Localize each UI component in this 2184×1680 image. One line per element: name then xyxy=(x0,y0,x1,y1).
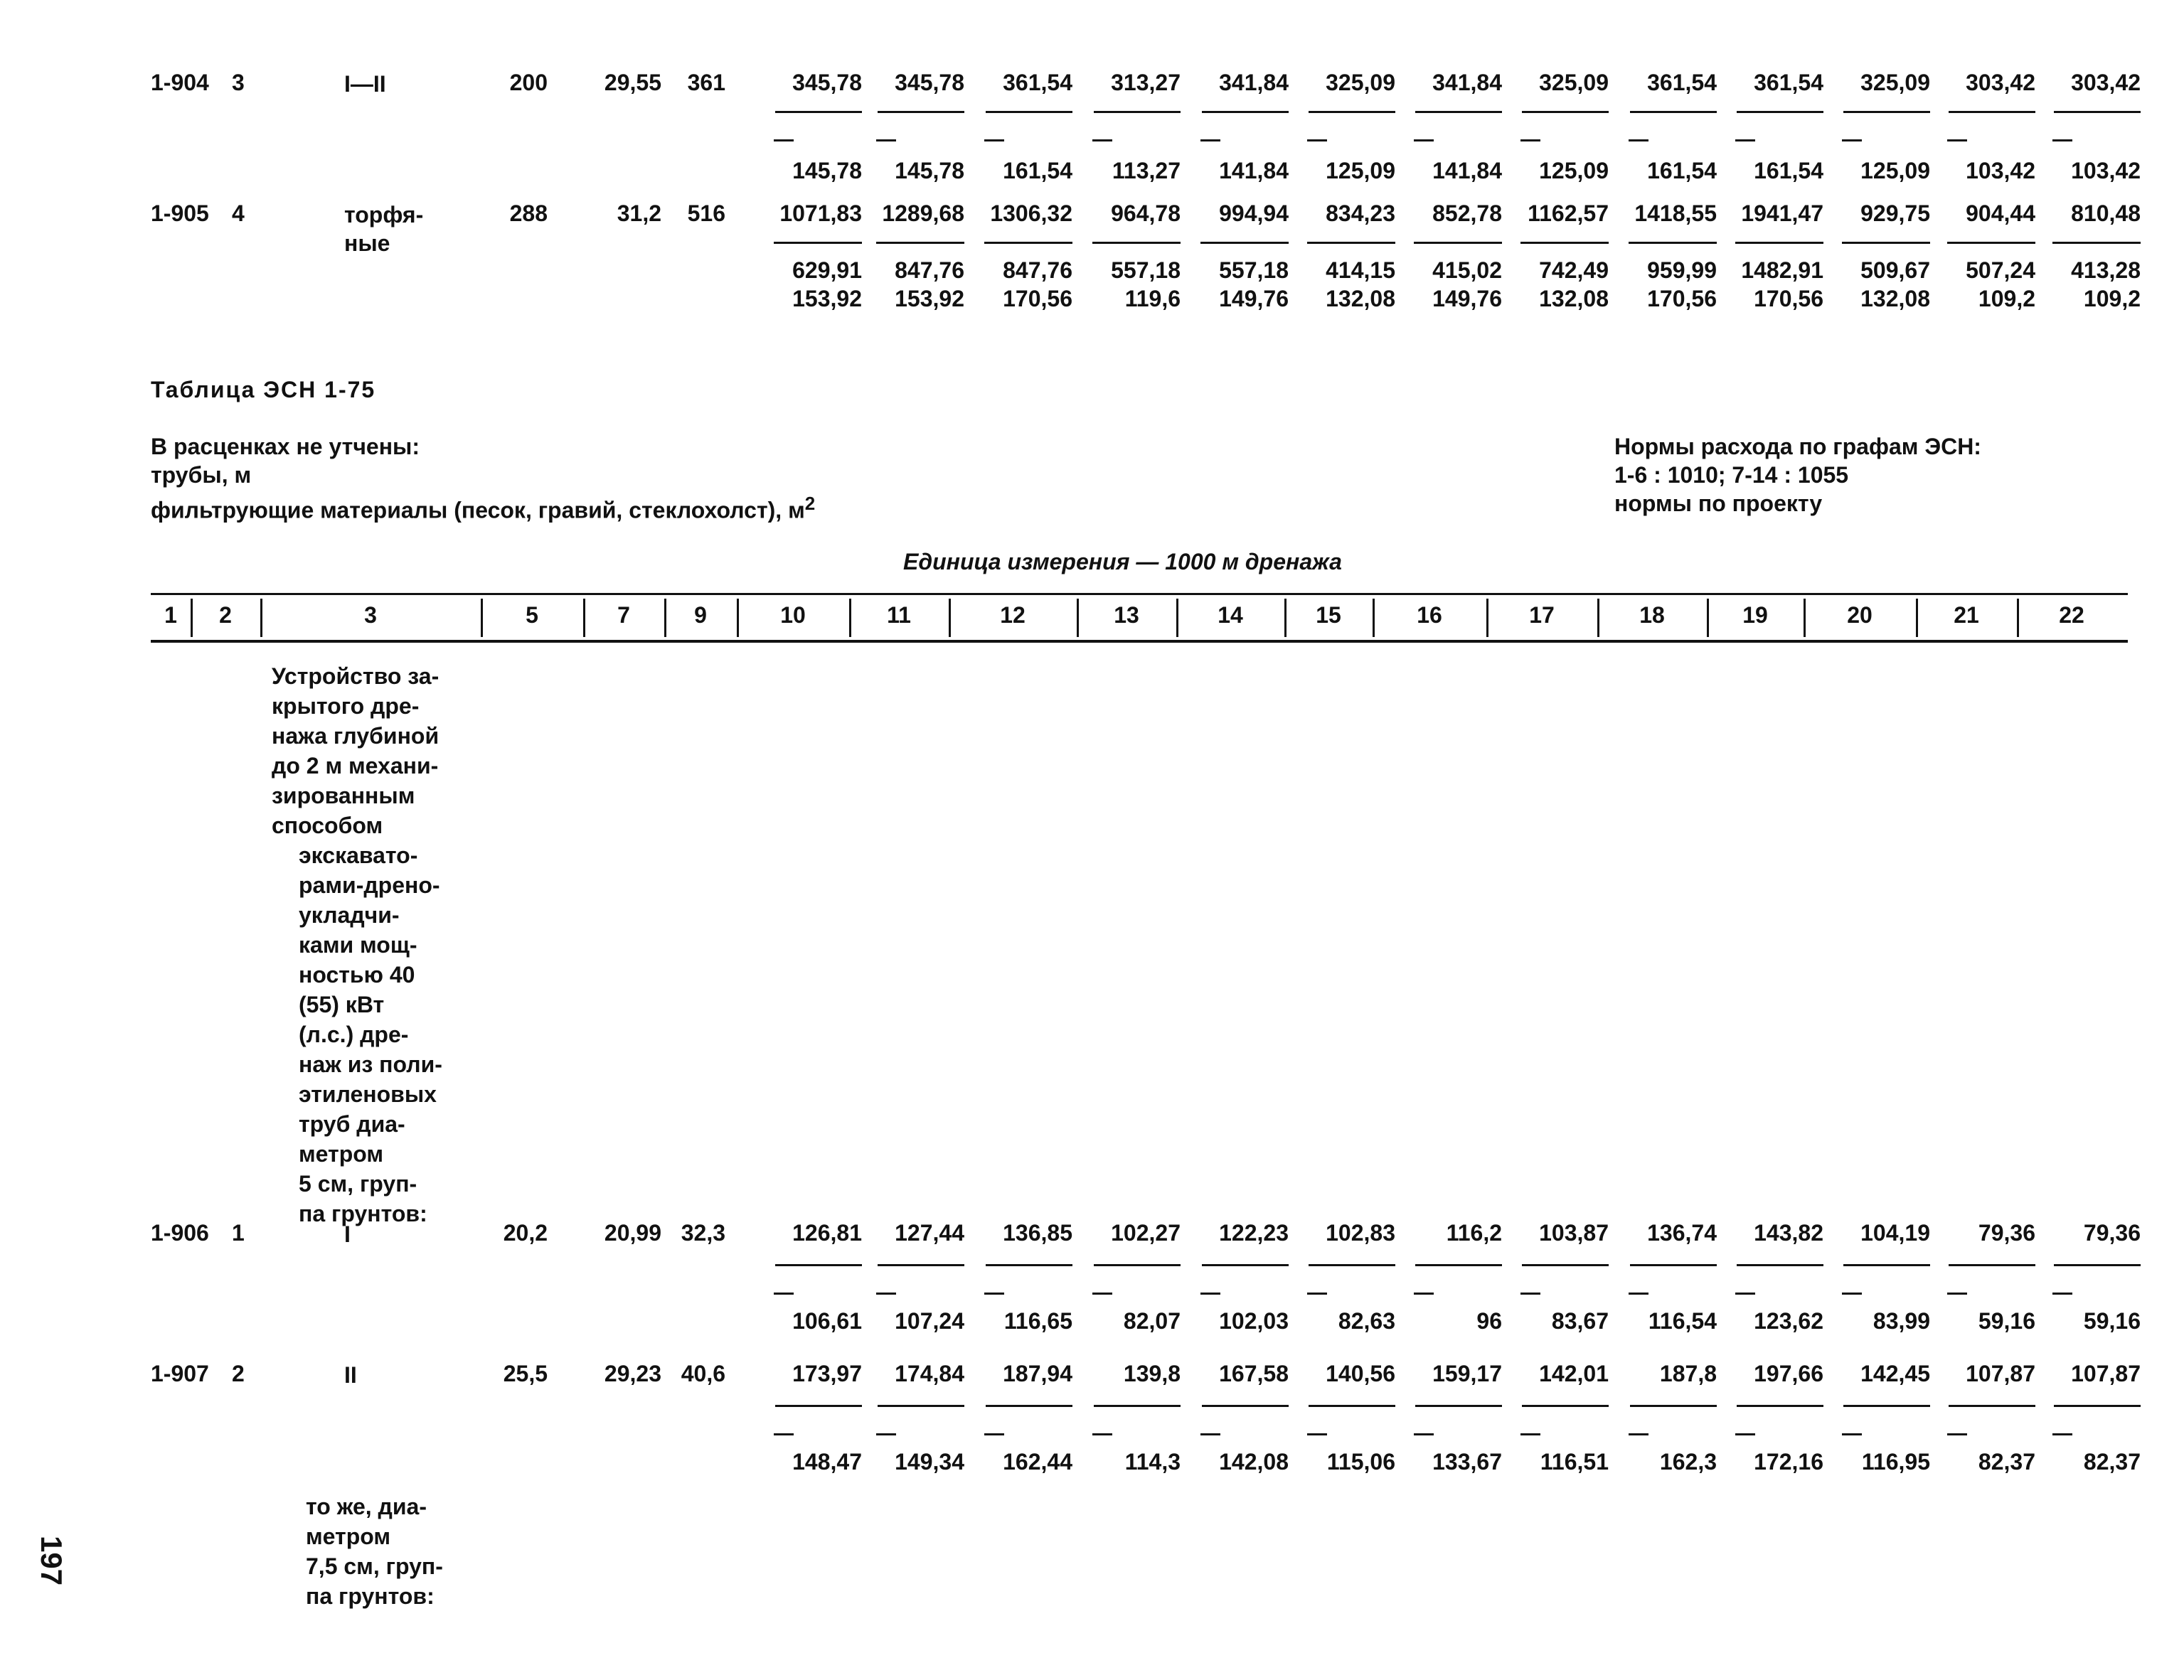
price-total: 142,45 xyxy=(1860,1361,1930,1386)
price-total: 173,97 xyxy=(792,1361,862,1386)
column-separator xyxy=(1804,599,1806,637)
price-component: 145,78 xyxy=(895,158,964,183)
price-total: 102,83 xyxy=(1326,1220,1395,1246)
fraction-tick xyxy=(2052,242,2072,244)
column-header-12: 12 xyxy=(1000,602,1026,628)
column-separator xyxy=(1176,599,1178,637)
fraction-tick xyxy=(1200,1433,1220,1435)
price-total: 852,78 xyxy=(1432,200,1502,226)
price-total: 140,56 xyxy=(1326,1361,1395,1386)
fraction-tick xyxy=(984,1433,1004,1435)
price-component: 413,28 xyxy=(2071,257,2141,283)
fraction-tick xyxy=(984,242,1004,244)
fraction-tick xyxy=(2052,139,2072,141)
price-component: 149,34 xyxy=(895,1449,964,1475)
fraction-tick xyxy=(876,1433,896,1435)
price-total: 1418,55 xyxy=(1634,200,1717,226)
fraction-tick xyxy=(1307,139,1327,141)
price-component: 59,16 xyxy=(2083,1308,2141,1334)
soil-group: I—II xyxy=(344,71,386,97)
fraction-tick xyxy=(984,139,1004,141)
row-number: 1 xyxy=(232,1220,245,1246)
column-separator xyxy=(1707,599,1709,637)
fraction-bar xyxy=(2054,1264,2141,1266)
soil-group: II xyxy=(344,1362,357,1388)
price-component: 125,09 xyxy=(1326,158,1395,183)
price-total: 187,8 xyxy=(1659,1361,1717,1386)
fraction-bar xyxy=(1094,1405,1181,1407)
col-7-value: 29,23 xyxy=(604,1361,661,1386)
price-component: 142,08 xyxy=(1219,1449,1289,1475)
column-separator xyxy=(260,599,262,637)
price-component: 509,67 xyxy=(1860,257,1930,283)
price-component: 629,91 xyxy=(792,257,862,283)
col-7-value: 29,55 xyxy=(604,70,661,95)
column-header-10: 10 xyxy=(780,602,806,628)
fraction-bar xyxy=(878,1405,964,1407)
price-component: 161,54 xyxy=(1754,158,1823,183)
fraction-tick xyxy=(1414,1433,1434,1435)
price-component: 82,37 xyxy=(2083,1449,2141,1475)
price-machine: 149,76 xyxy=(1219,286,1289,311)
fraction-tick xyxy=(774,1293,794,1295)
column-separator xyxy=(191,599,193,637)
header-bottom-rule xyxy=(151,640,2128,643)
price-total: 341,84 xyxy=(1432,70,1502,95)
fraction-tick xyxy=(876,1293,896,1295)
fraction-bar xyxy=(1202,1405,1289,1407)
price-component: 125,09 xyxy=(1860,158,1930,183)
column-separator xyxy=(849,599,851,637)
fraction-bar xyxy=(1949,111,2035,113)
price-total: 107,87 xyxy=(2071,1361,2141,1386)
fraction-bar xyxy=(1522,1405,1609,1407)
fraction-tick xyxy=(1629,242,1648,244)
soil-group: торфя- ные xyxy=(344,202,424,256)
col-5-value: 200 xyxy=(509,70,548,95)
fraction-bar xyxy=(1522,1264,1609,1266)
fraction-bar xyxy=(1415,1264,1502,1266)
column-header-20: 20 xyxy=(1847,602,1873,628)
price-total: 994,94 xyxy=(1219,200,1289,226)
norms-line-1: Нормы расхода по графам ЭСН: xyxy=(1614,434,1981,459)
price-total: 136,74 xyxy=(1647,1220,1717,1246)
price-component: 415,02 xyxy=(1432,257,1502,283)
fraction-bar xyxy=(878,111,964,113)
fraction-bar xyxy=(1630,1405,1717,1407)
column-header-1: 1 xyxy=(164,602,177,628)
price-component: 507,24 xyxy=(1966,257,2035,283)
price-component: 116,65 xyxy=(1003,1308,1072,1334)
fraction-bar xyxy=(1949,1405,2035,1407)
price-component: 114,3 xyxy=(1124,1449,1181,1475)
fraction-bar xyxy=(1309,1264,1395,1266)
fraction-tick xyxy=(1307,1433,1327,1435)
fraction-bar xyxy=(1843,1264,1930,1266)
col-9-value: 32,3 xyxy=(681,1220,725,1246)
fraction-tick xyxy=(876,242,896,244)
fraction-tick xyxy=(1735,1433,1755,1435)
price-machine: 170,56 xyxy=(1003,286,1072,311)
column-separator xyxy=(1373,599,1375,637)
price-total: 341,84 xyxy=(1219,70,1289,95)
fraction-bar xyxy=(1737,111,1823,113)
price-component: 141,84 xyxy=(1432,158,1502,183)
price-component: 161,54 xyxy=(1003,158,1072,183)
price-total: 102,27 xyxy=(1111,1220,1181,1246)
col-5-value: 20,2 xyxy=(503,1220,548,1246)
price-component: 161,54 xyxy=(1647,158,1717,183)
column-separator xyxy=(2017,599,2019,637)
price-total: 116,2 xyxy=(1446,1220,1502,1246)
price-total: 834,23 xyxy=(1326,200,1395,226)
col-5-value: 25,5 xyxy=(503,1361,548,1386)
fraction-tick xyxy=(1842,1293,1862,1295)
column-header-2: 2 xyxy=(219,602,232,628)
fraction-bar xyxy=(986,1264,1072,1266)
price-machine: 119,6 xyxy=(1124,286,1181,311)
price-component: 96 xyxy=(1476,1308,1502,1334)
price-machine: 149,76 xyxy=(1432,286,1502,311)
fraction-tick xyxy=(1092,242,1112,244)
fraction-tick xyxy=(1520,242,1540,244)
column-header-11: 11 xyxy=(887,602,911,628)
price-total: 1306,32 xyxy=(990,200,1072,226)
fraction-tick xyxy=(984,1293,1004,1295)
price-total: 1941,47 xyxy=(1741,200,1823,226)
price-component: 162,44 xyxy=(1003,1449,1072,1475)
fraction-bar xyxy=(775,1264,862,1266)
column-header-17: 17 xyxy=(1529,602,1555,628)
price-total: 127,44 xyxy=(895,1220,964,1246)
price-component: 141,84 xyxy=(1219,158,1289,183)
price-component: 959,99 xyxy=(1647,257,1717,283)
price-total: 361,54 xyxy=(1754,70,1823,95)
fraction-tick xyxy=(1735,139,1755,141)
fraction-bar xyxy=(1094,1264,1181,1266)
fraction-tick xyxy=(1092,139,1112,141)
column-header-9: 9 xyxy=(694,602,707,628)
fraction-bar xyxy=(775,1405,862,1407)
column-separator xyxy=(1284,599,1287,637)
price-component: 1482,91 xyxy=(1741,257,1823,283)
row-number: 4 xyxy=(232,200,245,226)
price-component: 742,49 xyxy=(1539,257,1609,283)
column-header-21: 21 xyxy=(1954,602,1979,628)
price-total: 929,75 xyxy=(1860,200,1930,226)
price-component: 172,16 xyxy=(1754,1449,1823,1475)
price-component: 847,76 xyxy=(1003,257,1072,283)
column-header-13: 13 xyxy=(1114,602,1139,628)
fraction-tick xyxy=(1520,139,1540,141)
col-7-value: 31,2 xyxy=(617,200,661,226)
fraction-tick xyxy=(1842,139,1862,141)
fraction-bar xyxy=(1415,1405,1502,1407)
fraction-bar xyxy=(2054,1405,2141,1407)
price-total: 136,85 xyxy=(1003,1220,1072,1246)
fraction-bar xyxy=(1309,1405,1395,1407)
fraction-tick xyxy=(1735,1293,1755,1295)
column-separator xyxy=(664,599,666,637)
column-separator xyxy=(1077,599,1079,637)
price-component: 116,51 xyxy=(1540,1449,1609,1475)
norms-line-3: нормы по проекту xyxy=(1614,491,1823,516)
fraction-bar xyxy=(1949,1264,2035,1266)
fraction-bar xyxy=(878,1264,964,1266)
fraction-tick xyxy=(1947,242,1967,244)
price-total: 325,09 xyxy=(1860,70,1930,95)
price-machine: 109,2 xyxy=(1978,286,2035,311)
fraction-bar xyxy=(1843,1405,1930,1407)
column-header-3: 3 xyxy=(364,602,377,628)
fraction-tick xyxy=(2052,1433,2072,1435)
col-5-value: 288 xyxy=(509,200,548,226)
price-total: 167,58 xyxy=(1219,1361,1289,1386)
unit-caption: Единица измерения — 1000 м дренажа xyxy=(903,549,1342,574)
price-total: 1071,83 xyxy=(779,200,862,226)
price-component: 557,18 xyxy=(1111,257,1181,283)
price-component: 103,42 xyxy=(1966,158,2035,183)
price-component: 414,15 xyxy=(1326,257,1395,283)
fraction-tick xyxy=(1947,1433,1967,1435)
price-machine: 132,08 xyxy=(1326,286,1395,311)
column-separator xyxy=(1486,599,1488,637)
price-total: 303,42 xyxy=(2071,70,2141,95)
fraction-bar xyxy=(2054,111,2141,113)
price-component: 847,76 xyxy=(895,257,964,283)
fraction-bar xyxy=(1630,1264,1717,1266)
fraction-tick xyxy=(1414,242,1434,244)
price-component: 133,67 xyxy=(1432,1449,1502,1475)
fraction-bar xyxy=(1415,111,1502,113)
price-total: 303,42 xyxy=(1966,70,2035,95)
col-9-value: 516 xyxy=(687,200,725,226)
work-description-method: экскавато- рами-дрено- укладчи- ками мощ- ностью 40 (55) кВт (л.с.) дре- наж из поли- этиленовых труб диа- метром 5 см, груп- па грунтов: xyxy=(299,842,442,1226)
column-header-16: 16 xyxy=(1417,602,1442,628)
price-total: 345,78 xyxy=(792,70,862,95)
price-total: 139,8 xyxy=(1123,1361,1181,1386)
fraction-tick xyxy=(1307,242,1327,244)
fraction-tick xyxy=(1629,1433,1648,1435)
price-component: 123,62 xyxy=(1754,1308,1823,1334)
price-component: 83,99 xyxy=(1873,1308,1930,1334)
fraction-tick xyxy=(2052,1293,2072,1295)
price-total: 174,84 xyxy=(895,1361,964,1386)
row-number: 2 xyxy=(232,1361,245,1386)
fraction-bar xyxy=(1630,111,1717,113)
not-included-heading: В расценках не утчены: xyxy=(151,434,420,459)
next-description: то же, диа- метром 7,5 см, груп- па грунтов: xyxy=(306,1494,443,1609)
price-machine: 109,2 xyxy=(2083,286,2141,311)
price-component: 106,61 xyxy=(792,1308,862,1334)
page-number: 197 xyxy=(35,1536,68,1586)
column-header-18: 18 xyxy=(1639,602,1665,628)
fraction-bar xyxy=(986,1405,1072,1407)
fraction-tick xyxy=(1842,1433,1862,1435)
table-title: Таблица ЭСН 1-75 xyxy=(151,377,376,402)
column-separator xyxy=(737,599,739,637)
col-7-value: 20,99 xyxy=(604,1220,661,1246)
price-total: 103,87 xyxy=(1539,1220,1609,1246)
price-total: 313,27 xyxy=(1111,70,1181,95)
price-total: 361,54 xyxy=(1003,70,1072,95)
row-code: 1-907 xyxy=(151,1361,209,1386)
fraction-tick xyxy=(1629,1293,1648,1295)
price-component: 82,07 xyxy=(1123,1308,1181,1334)
price-total: 197,66 xyxy=(1754,1361,1823,1386)
fraction-bar xyxy=(1522,111,1609,113)
fraction-bar xyxy=(1737,1405,1823,1407)
price-total: 79,36 xyxy=(1978,1220,2035,1246)
fraction-tick xyxy=(1842,242,1862,244)
price-component: 115,06 xyxy=(1326,1449,1395,1475)
price-component: 145,78 xyxy=(792,158,862,183)
price-total: 79,36 xyxy=(2083,1220,2141,1246)
fraction-bar xyxy=(1843,111,1930,113)
price-component: 83,67 xyxy=(1551,1308,1609,1334)
price-total: 1162,57 xyxy=(1528,200,1609,226)
price-total: 1289,68 xyxy=(882,200,964,226)
price-total: 187,94 xyxy=(1003,1361,1072,1386)
fraction-bar xyxy=(1094,111,1181,113)
fraction-tick xyxy=(1520,1433,1540,1435)
work-description: Устройство за- крытого дре- нажа глубиной до 2 м механи- зированным способом xyxy=(272,663,440,838)
column-separator xyxy=(1597,599,1599,637)
price-total: 325,09 xyxy=(1326,70,1395,95)
not-included-filter-materials: фильтрующие материалы (песок, гравий, стеклохолст), $м^2$ xyxy=(151,493,816,523)
column-separator xyxy=(949,599,951,637)
fraction-tick xyxy=(1735,242,1755,244)
price-machine: 132,08 xyxy=(1860,286,1930,311)
fraction-bar xyxy=(1202,1264,1289,1266)
price-component: 162,3 xyxy=(1659,1449,1717,1475)
fraction-tick xyxy=(774,139,794,141)
fraction-bar xyxy=(1202,111,1289,113)
fraction-tick xyxy=(1200,139,1220,141)
fraction-bar xyxy=(986,111,1072,113)
column-separator xyxy=(481,599,483,637)
fraction-tick xyxy=(1092,1433,1112,1435)
soil-group: I xyxy=(344,1221,351,1247)
fraction-tick xyxy=(1414,139,1434,141)
header-top-rule xyxy=(151,593,2128,595)
price-machine: 153,92 xyxy=(792,286,862,311)
fraction-tick xyxy=(1200,1293,1220,1295)
price-component: 125,09 xyxy=(1539,158,1609,183)
price-machine: 153,92 xyxy=(895,286,964,311)
fraction-tick xyxy=(876,139,896,141)
price-total: 810,48 xyxy=(2071,200,2141,226)
price-total: 122,23 xyxy=(1219,1220,1289,1246)
price-total: 345,78 xyxy=(895,70,964,95)
price-component: 116,95 xyxy=(1861,1449,1930,1475)
price-component: 103,42 xyxy=(2071,158,2141,183)
norms-line-2: 1-6 : 1010; 7-14 : 1055 xyxy=(1614,462,1849,488)
price-component: 102,03 xyxy=(1219,1308,1289,1334)
price-total: 159,17 xyxy=(1432,1361,1502,1386)
fraction-tick xyxy=(1520,1293,1540,1295)
col-9-value: 361 xyxy=(687,70,725,95)
fraction-tick xyxy=(1947,1293,1967,1295)
column-separator xyxy=(1916,599,1918,637)
price-total: 964,78 xyxy=(1111,200,1181,226)
price-component: 113,27 xyxy=(1112,158,1181,183)
fraction-tick xyxy=(1200,242,1220,244)
column-header-5: 5 xyxy=(526,602,538,628)
price-component: 59,16 xyxy=(1978,1308,2035,1334)
price-component: 116,54 xyxy=(1648,1308,1717,1334)
price-total: 104,19 xyxy=(1860,1220,1930,1246)
price-component: 82,37 xyxy=(1978,1449,2035,1475)
col-9-value: 40,6 xyxy=(681,1361,725,1386)
fraction-tick xyxy=(1092,1293,1112,1295)
fraction-tick xyxy=(774,242,794,244)
fraction-tick xyxy=(774,1433,794,1435)
row-code: 1-906 xyxy=(151,1220,209,1246)
price-component: 148,47 xyxy=(792,1449,862,1475)
price-total: 142,01 xyxy=(1539,1361,1609,1386)
fraction-tick xyxy=(1414,1293,1434,1295)
price-total: 325,09 xyxy=(1539,70,1609,95)
price-total: 143,82 xyxy=(1754,1220,1823,1246)
price-component: 107,24 xyxy=(895,1308,964,1334)
price-total: 107,87 xyxy=(1966,1361,2035,1386)
column-header-15: 15 xyxy=(1316,602,1341,628)
not-included-pipes: трубы, м xyxy=(151,462,252,488)
fraction-tick xyxy=(1629,139,1648,141)
price-component: 557,18 xyxy=(1219,257,1289,283)
price-total: 904,44 xyxy=(1966,200,2035,226)
row-code: 1-905 xyxy=(151,200,209,226)
column-header-7: 7 xyxy=(617,602,630,628)
fraction-bar xyxy=(775,111,862,113)
fraction-bar xyxy=(1309,111,1395,113)
column-separator xyxy=(583,599,585,637)
price-total: 126,81 xyxy=(792,1220,862,1246)
row-number: 3 xyxy=(232,70,245,95)
fraction-tick xyxy=(1947,139,1967,141)
row-code: 1-904 xyxy=(151,70,209,95)
price-machine: 132,08 xyxy=(1539,286,1609,311)
price-component: 82,63 xyxy=(1338,1308,1395,1334)
column-header-22: 22 xyxy=(2059,602,2084,628)
column-header-19: 19 xyxy=(1742,602,1768,628)
price-machine: 170,56 xyxy=(1754,286,1823,311)
fraction-bar xyxy=(1737,1264,1823,1266)
fraction-tick xyxy=(1307,1293,1327,1295)
price-machine: 170,56 xyxy=(1647,286,1717,311)
column-header-14: 14 xyxy=(1218,602,1243,628)
price-total: 361,54 xyxy=(1647,70,1717,95)
